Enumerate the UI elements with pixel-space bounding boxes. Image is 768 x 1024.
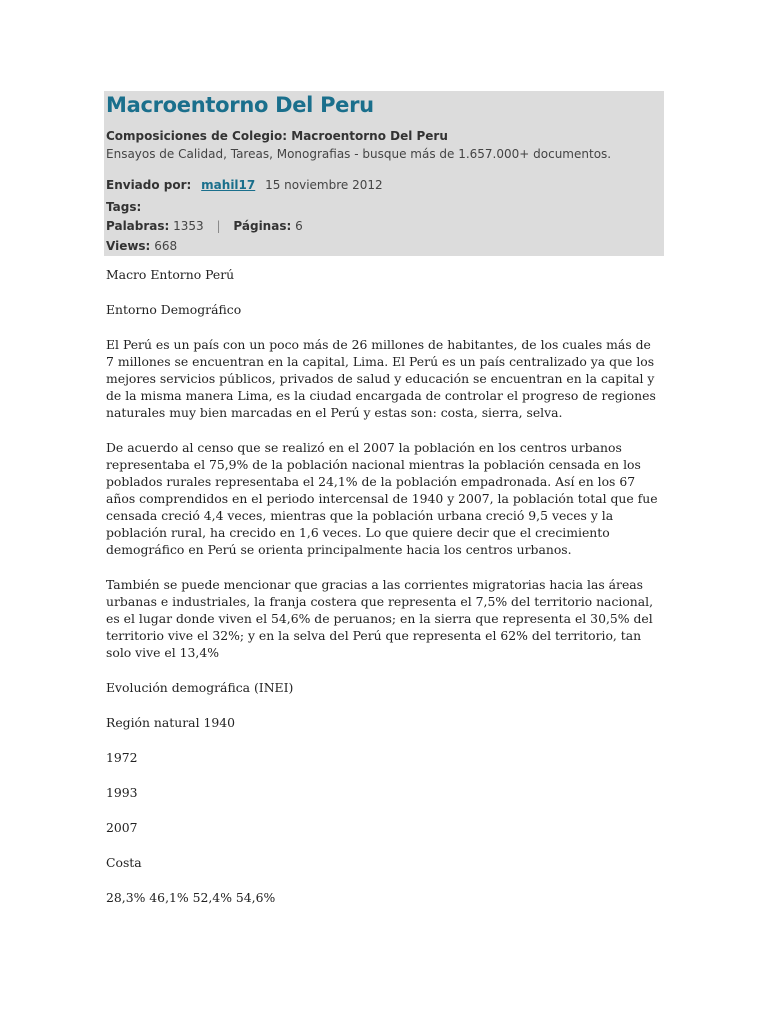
category-heading: Composiciones de Colegio: Macroentorno Del Peru bbox=[106, 129, 448, 143]
views-label: Views: bbox=[106, 239, 151, 253]
table-text-costa: Costa bbox=[106, 855, 142, 870]
tags-label: Tags: bbox=[106, 200, 142, 214]
paragraph-line: censada creció 4,4 veces, mientras que la población urbana creció 9,5 veces y la bbox=[106, 508, 614, 523]
paragraph-line: poblados rurales representaba el 24,1% de la población empadronada. Así en los 67 bbox=[106, 474, 636, 489]
author-link[interactable]: mahil17 bbox=[201, 178, 256, 192]
views-row bbox=[106, 239, 177, 253]
stats-row bbox=[106, 219, 303, 233]
section-heading-evolucion: Evolución demográfica (INEI) bbox=[106, 680, 294, 695]
document-body bbox=[106, 266, 666, 906]
body-heading-2: Entorno Demográfico bbox=[106, 302, 242, 317]
paragraph-line: urbanas e industriales, la franja costera que representa el 7,5% del territorio nacional, bbox=[106, 594, 654, 609]
tags-row bbox=[106, 200, 141, 214]
paragraph-line: El Perú es un país con un poco más de 26 millones de habitantes, de los cuales más de bbox=[106, 337, 651, 352]
paragraph-line: De acuerdo al censo que se realizó en el 2007 la población en los centros urbanos bbox=[106, 440, 622, 455]
table-text-1993: 1993 bbox=[106, 785, 138, 800]
paragraph-line: demográfico en Perú se orienta principalmente hacia los centros urbanos. bbox=[106, 542, 572, 557]
post-date: 15 noviembre 2012 bbox=[265, 178, 383, 192]
pages-value: 6 bbox=[295, 219, 303, 233]
paragraph-3 bbox=[106, 576, 666, 661]
paragraph-line: representaba el 75,9% de la población nacional mientras la población censada en los bbox=[106, 457, 641, 472]
paragraph-line: territorio vive el 32%; y en la selva del Perú que representa el 62% del territorio, tan bbox=[106, 628, 642, 643]
paragraph-line: 7 millones se encuentran en la capital, Lima. El Perú es un país centralizado ya que los bbox=[106, 354, 655, 369]
sent-by-label: Enviado por: bbox=[106, 178, 192, 192]
paragraph-line: solo vive el 13,4% bbox=[106, 645, 220, 660]
paragraph-2 bbox=[106, 439, 666, 558]
paragraph-line: También se puede mencionar que gracias a las corrientes migratorias hacia las áreas bbox=[106, 577, 644, 592]
words-value: 1353 bbox=[173, 219, 204, 233]
paragraph-1 bbox=[106, 336, 666, 421]
paragraph-line: de la misma manera Lima, es la ciudad encargada de controlar el progreso de regiones bbox=[106, 388, 656, 403]
paragraph-line: años comprendidos en el periodo intercensal de 1940 y 2007, la población total que fue bbox=[106, 491, 658, 506]
paragraph-line: población rural, ha crecido en 1,6 veces. Lo que quiere decir que el crecimiento bbox=[106, 525, 610, 540]
words-label: Palabras: bbox=[106, 219, 170, 233]
views-value: 668 bbox=[154, 239, 178, 253]
table-text-2007: 2007 bbox=[106, 820, 138, 835]
body-heading-1: Macro Entorno Perú bbox=[106, 267, 235, 282]
paragraph-line: es el lugar donde viven el 54,6% de peruanos; en la sierra que representa el 30,5% del bbox=[106, 611, 653, 626]
stats-separator: | bbox=[216, 219, 221, 233]
sent-by-row bbox=[106, 178, 383, 192]
table-text-1972: 1972 bbox=[106, 750, 138, 765]
paragraph-line: mejores servicios públicos, privados de salud y educación se encuentran en la capital y bbox=[106, 371, 655, 386]
pages-label: Páginas: bbox=[233, 219, 292, 233]
paragraph-line: naturales muy bien marcadas en el Perú y estas son: costa, sierra, selva. bbox=[106, 405, 563, 420]
document-header bbox=[104, 91, 664, 256]
table-text-costa-values: 28,3% 46,1% 52,4% 54,6% bbox=[106, 890, 276, 905]
table-text-region: Región natural 1940 bbox=[106, 715, 236, 730]
site-tagline: Ensayos de Calidad, Tareas, Monografias - busque más de 1.657.000+ documentos. bbox=[106, 147, 612, 161]
document-title: Macroentorno Del Peru bbox=[106, 93, 374, 117]
